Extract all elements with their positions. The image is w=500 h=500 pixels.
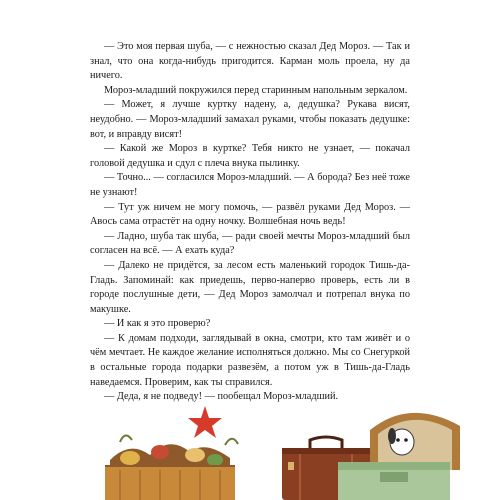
paragraph: — К домам подходи, заглядывай в окна, смотри, кто там живёт и о чём мечтает. Не каждое желание исполняться должно. Мы со Снегуркой в остальные города подарки развезём, а потом уж в Тишь-да-Гладь наведаемся. Проверим, как ты справился. — [90, 332, 410, 388]
paragraph: Мороз-младший покружился перед старинным напольным зеркалом. — [104, 84, 408, 96]
paragraph: — Какой же Мороз в куртке? Тебя никто не узнает, — покачал головой дедушка и сдул с плеча внука пылинку. — [90, 143, 410, 169]
paragraph: — Точно... — согласился Мороз-младший. — А борода? Без неё тоже не узнают! — [90, 172, 410, 198]
paragraph: — Это моя первая шуба, — с нежностью сказал Дед Мороз. — Так и знал, что она когда-нибудь пригодится. Карман моль проела, ну да ничего. — [90, 41, 410, 82]
star-icon — [188, 406, 222, 438]
paragraph: — И как я это проверю? — [104, 318, 211, 330]
gift-basket — [105, 406, 238, 500]
paragraph: — Тут уж ничем не могу помочь, — развёл руками Дед Мороз. — Авось сама отрастёт на одну ночку. Волшебная ночь ведь! — [90, 201, 410, 228]
paragraph: — Ладно, шуба так шуба, — ради своей мечты Мороз-младший был согласен на всё. — А ехать куда? — [90, 230, 410, 257]
holiday-illustration — [0, 400, 500, 500]
paragraph: — Далеко не придётся, за лесом есть маленький городок Тишь-да-Гладь. Запоминай: как приедешь, перво-наперво проверь, есть ли в городе послушные дети, — Дед Мороз замолчал и потрепал внука по макушке. — [90, 259, 410, 315]
paragraph: — Деда, я не подведу! — пообещал Мороз-младший. — [104, 391, 339, 403]
story-text — [90, 40, 410, 405]
paragraph: — Может, я лучше куртку надену, а, дедушка? Рукава висят, неудобно. — Мороз-младший замахал руками, чтобы показать дедушке: вот, и вправду висят! — [90, 99, 410, 140]
